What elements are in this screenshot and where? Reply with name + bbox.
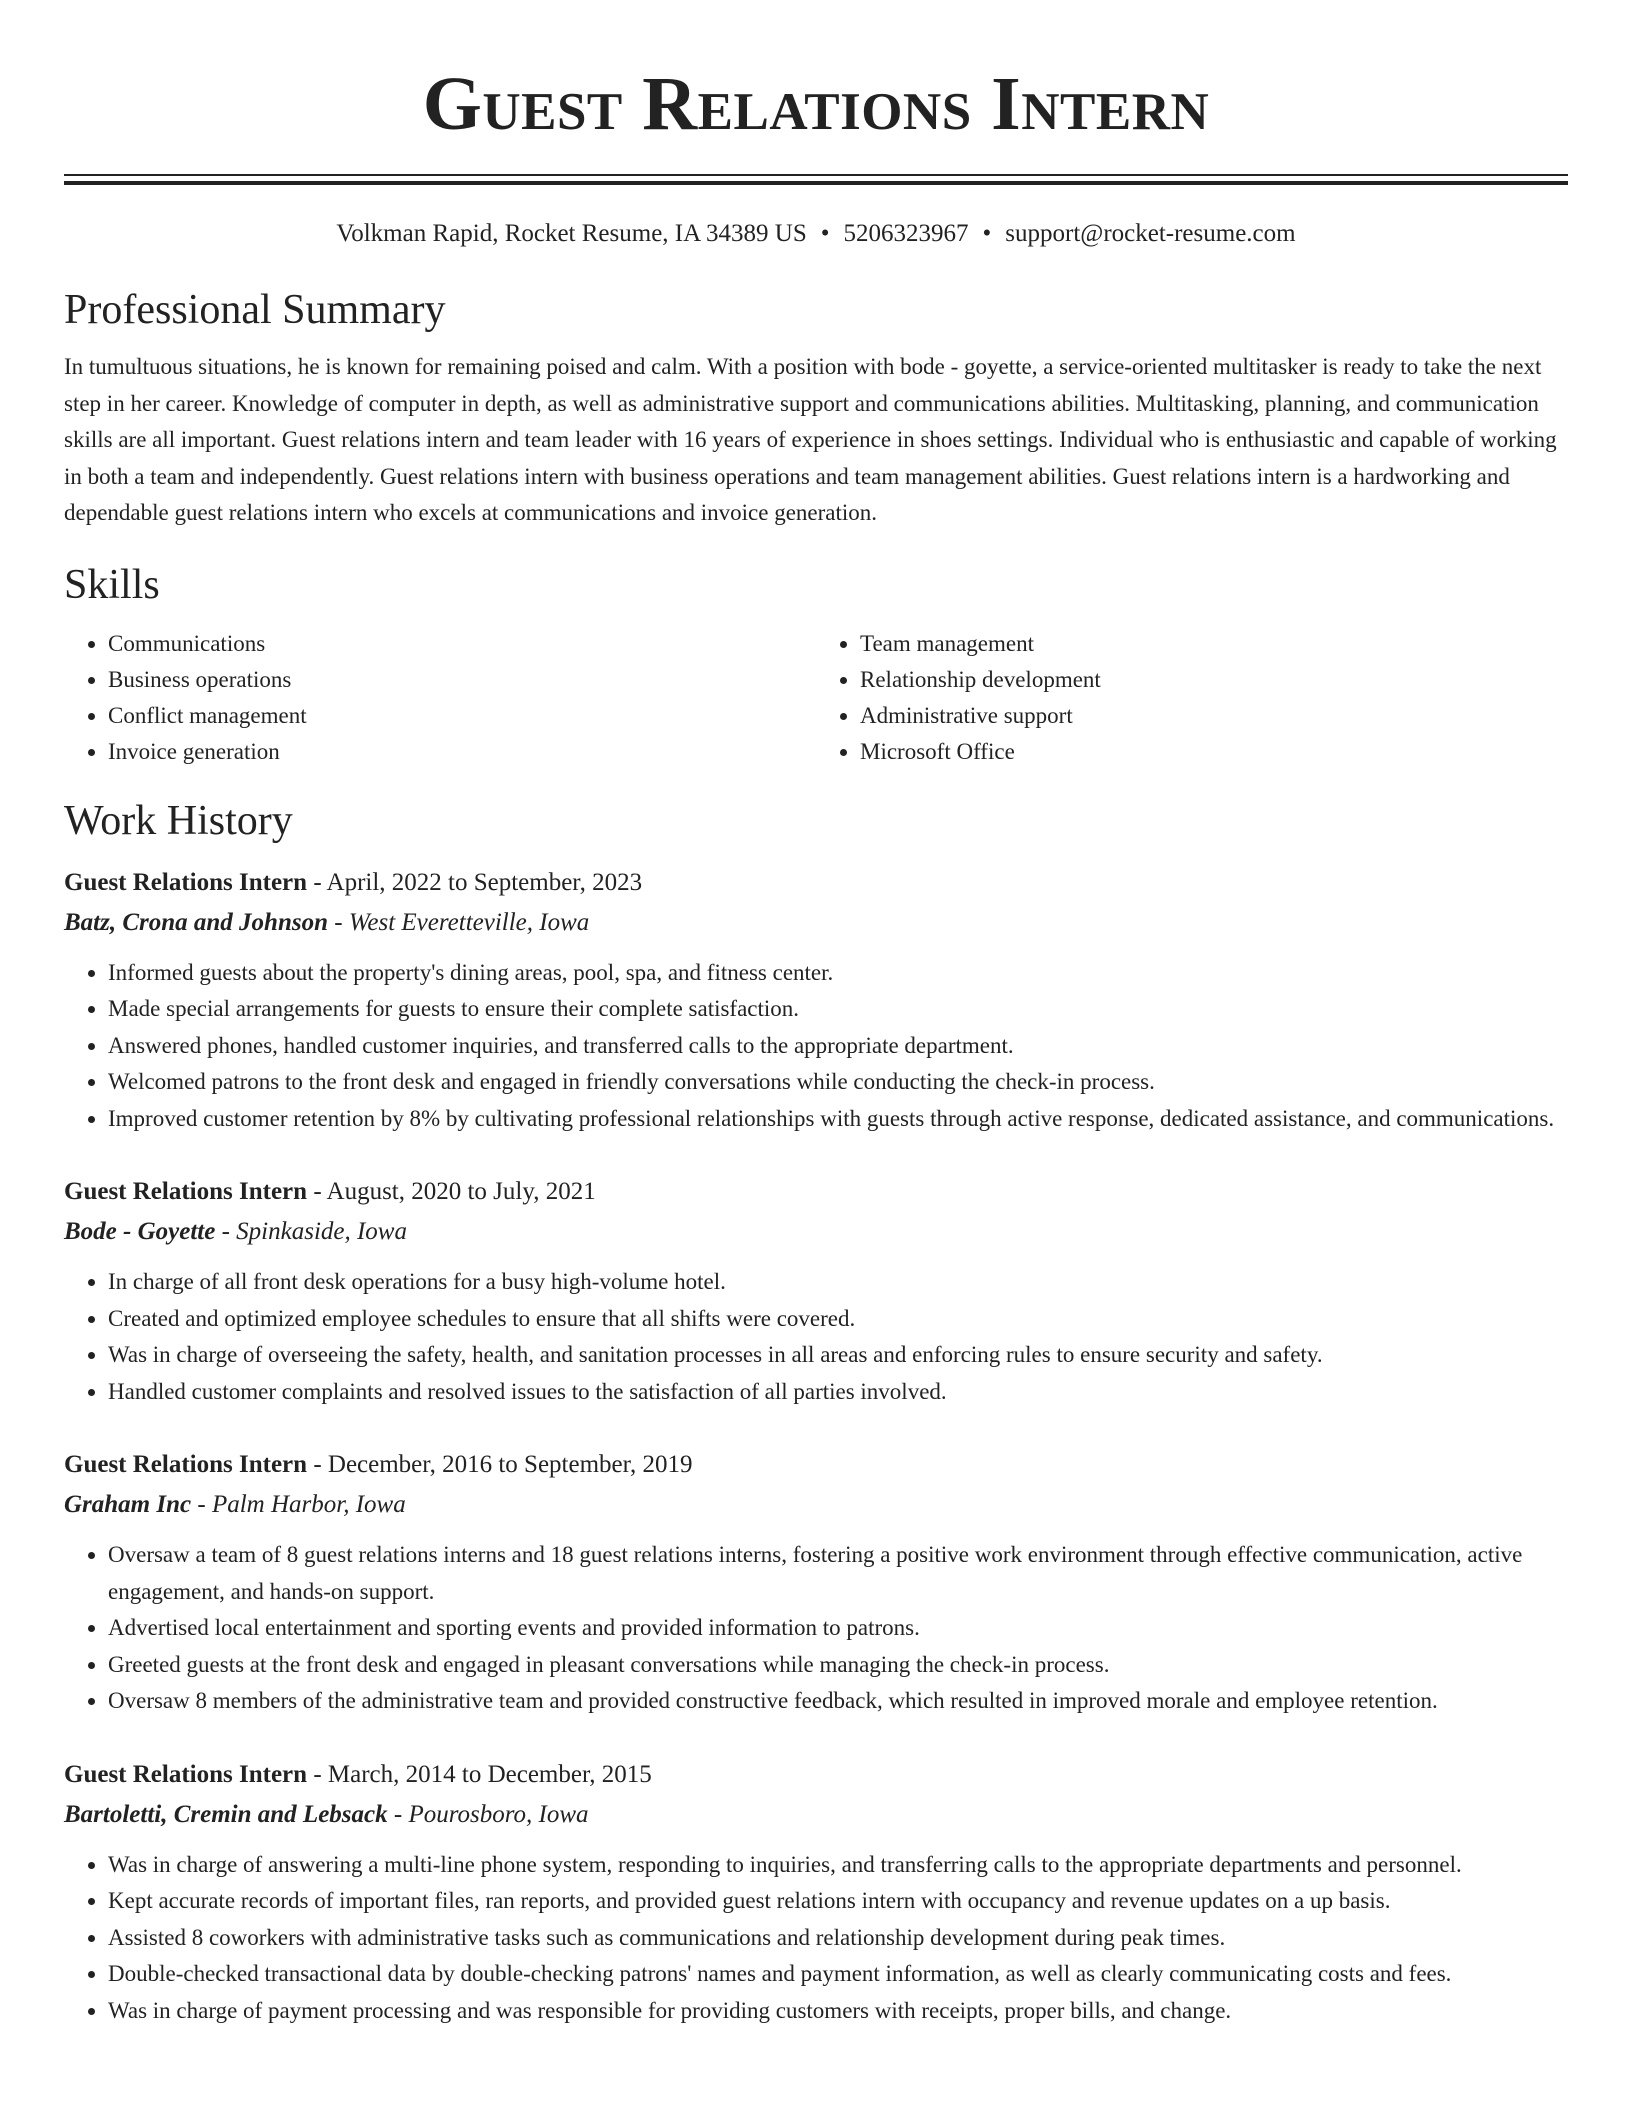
job-bullet: • Kept accurate records of important files, ran reports, and provided guest relations intern with occupancy and revenue updates on a up basis. <box>108 1883 1568 1920</box>
job-role: Guest Relations Intern <box>64 1178 308 1206</box>
job-bullet: • Was in charge of answering a multi-line phone system, responding to inquiries, and transferring calls to the appropriate departments and personnel. <box>108 1847 1568 1884</box>
job-bullets <box>64 1847 1568 2030</box>
job-title-line <box>64 1755 1568 1795</box>
bullet-separator: • <box>820 220 830 247</box>
job-location: - Pourosboro, Iowa <box>387 1800 589 1828</box>
skill-item: • Team management <box>860 626 1568 662</box>
job-bullet: • Oversaw 8 members of the administrative team and provided constructive feedback, which resulted in improved morale and employee retention. <box>108 1683 1568 1720</box>
contact-line <box>64 219 1568 249</box>
job-bullet: • Was in charge of overseeing the safety, health, and sanitation processes in all areas and enforcing rules to ensure security and safety. <box>108 1337 1568 1374</box>
work-history-heading: Work History <box>64 798 293 845</box>
job-bullet: • Answered phones, handled customer inquiries, and transferred calls to the appropriate department. <box>108 1028 1568 1065</box>
skill-item: • Administrative support <box>860 698 1568 734</box>
job-bullet: • Was in charge of payment processing and was responsible for providing customers with receipts, proper bills, and change. <box>108 1993 1568 2030</box>
header-divider-thin <box>64 174 1568 176</box>
skills-column-left <box>64 626 816 770</box>
contact-address: Volkman Rapid, Rocket Resume, IA 34389 US <box>336 220 807 247</box>
job-dates: - August, 2020 to July, 2021 <box>307 1178 596 1206</box>
job-bullet: • Welcomed patrons to the front desk and engaged in friendly conversations while conducting the check-in process. <box>108 1064 1568 1101</box>
job-bullet: • Assisted 8 coworkers with administrative tasks such as communications and relationship development during peak times. <box>108 1920 1568 1957</box>
job-bullet: • Created and optimized employee schedules to ensure that all shifts were covered. <box>108 1301 1568 1338</box>
job-bullet: • Advertised local entertainment and sporting events and provided information to patrons. <box>108 1610 1568 1647</box>
job-bullet: • Made special arrangements for guests to ensure their complete satisfaction. <box>108 991 1568 1028</box>
job-company: Bartoletti, Cremin and Lebsack <box>64 1800 388 1828</box>
skills-heading: Skills <box>64 561 160 608</box>
job-entry <box>64 1445 1568 1720</box>
job-company-line <box>64 1212 1568 1252</box>
contact-email: support@rocket-resume.com <box>1005 220 1296 247</box>
job-role: Guest Relations Intern <box>64 1451 308 1479</box>
header-divider-thick <box>64 181 1568 185</box>
job-location: - Spinkaside, Iowa <box>215 1218 407 1246</box>
bullet-separator: • <box>982 220 992 247</box>
job-title-line <box>64 1445 1568 1485</box>
job-bullet: • Handled customer complaints and resolved issues to the satisfaction of all parties involved. <box>108 1374 1568 1411</box>
resume-page <box>64 0 1568 2029</box>
job-bullets <box>64 1537 1568 1720</box>
job-entry <box>64 863 1568 1138</box>
job-entry <box>64 1755 1568 2030</box>
job-bullet: • In charge of all front desk operations for a busy high-volume hotel. <box>108 1264 1568 1301</box>
job-company: Batz, Crona and Johnson <box>64 908 329 936</box>
skills-column-right <box>816 626 1568 770</box>
job-company-line <box>64 1485 1568 1525</box>
skill-item: • Communications <box>108 626 816 662</box>
summary-heading: Professional Summary <box>64 287 446 333</box>
skill-item: • Invoice generation <box>108 734 816 770</box>
job-bullet: • Improved customer retention by 8% by cultivating professional relationships with guests through active response, dedicated assistance, and communications. <box>108 1101 1568 1138</box>
skill-item: • Business operations <box>108 662 816 698</box>
job-bullets <box>64 955 1568 1138</box>
job-company-line <box>64 903 1568 943</box>
job-dates: - December, 2016 to September, 2019 <box>307 1451 693 1479</box>
contact-phone: 5206323967 <box>843 220 969 247</box>
job-bullet: • Oversaw a team of 8 guest relations interns and 18 guest relations interns, fostering a positive work environment through effective communication, active engagement, and hands-on support. <box>108 1537 1568 1610</box>
job-bullets <box>64 1264 1568 1410</box>
skill-item: • Relationship development <box>860 662 1568 698</box>
job-dates: - March, 2014 to December, 2015 <box>307 1760 652 1788</box>
job-title-line <box>64 863 1568 903</box>
job-entry <box>64 1172 1568 1410</box>
skills-list <box>64 626 1568 770</box>
skill-item: • Microsoft Office <box>860 734 1568 770</box>
job-dates: - April, 2022 to September, 2023 <box>307 868 643 896</box>
job-role: Guest Relations Intern <box>64 1760 308 1788</box>
summary-text: In tumultuous situations, he is known for remaining poised and calm. With a position with bode - goyette, a service-oriented multitasker is ready to take the next step in her career. Knowledge of computer in depth, as well as administrative support and communications abilities. Multitasking, planning, and communication skills are all important. Guest relations intern and team leader with 16 years of experience in shoes settings. Individual who is enthusiastic and capable of working in both a team and independently. Guest relations intern with business operations and team management abilities. Guest relations intern is a hardworking and dependable guest relations intern who excels at communications and invoice generation. <box>64 354 1557 526</box>
job-location: - Palm Harbor, Iowa <box>191 1491 406 1519</box>
job-bullet: • Informed guests about the property's dining areas, pool, spa, and fitness center. <box>108 955 1568 992</box>
job-company: Graham Inc <box>64 1491 192 1519</box>
page-title: Guest Relations Intern <box>422 62 1210 146</box>
job-company-line <box>64 1795 1568 1835</box>
job-company: Bode - Goyette <box>64 1218 216 1246</box>
job-role: Guest Relations Intern <box>64 868 308 896</box>
job-bullet: • Greeted guests at the front desk and engaged in pleasant conversations while managing the check-in process. <box>108 1647 1568 1684</box>
skill-item: • Conflict management <box>108 698 816 734</box>
job-bullet: • Double-checked transactional data by double-checking patrons' names and payment information, as well as clearly communicating costs and fees. <box>108 1956 1568 1993</box>
job-location: - West Everetteville, Iowa <box>328 908 590 936</box>
job-title-line <box>64 1172 1568 1212</box>
